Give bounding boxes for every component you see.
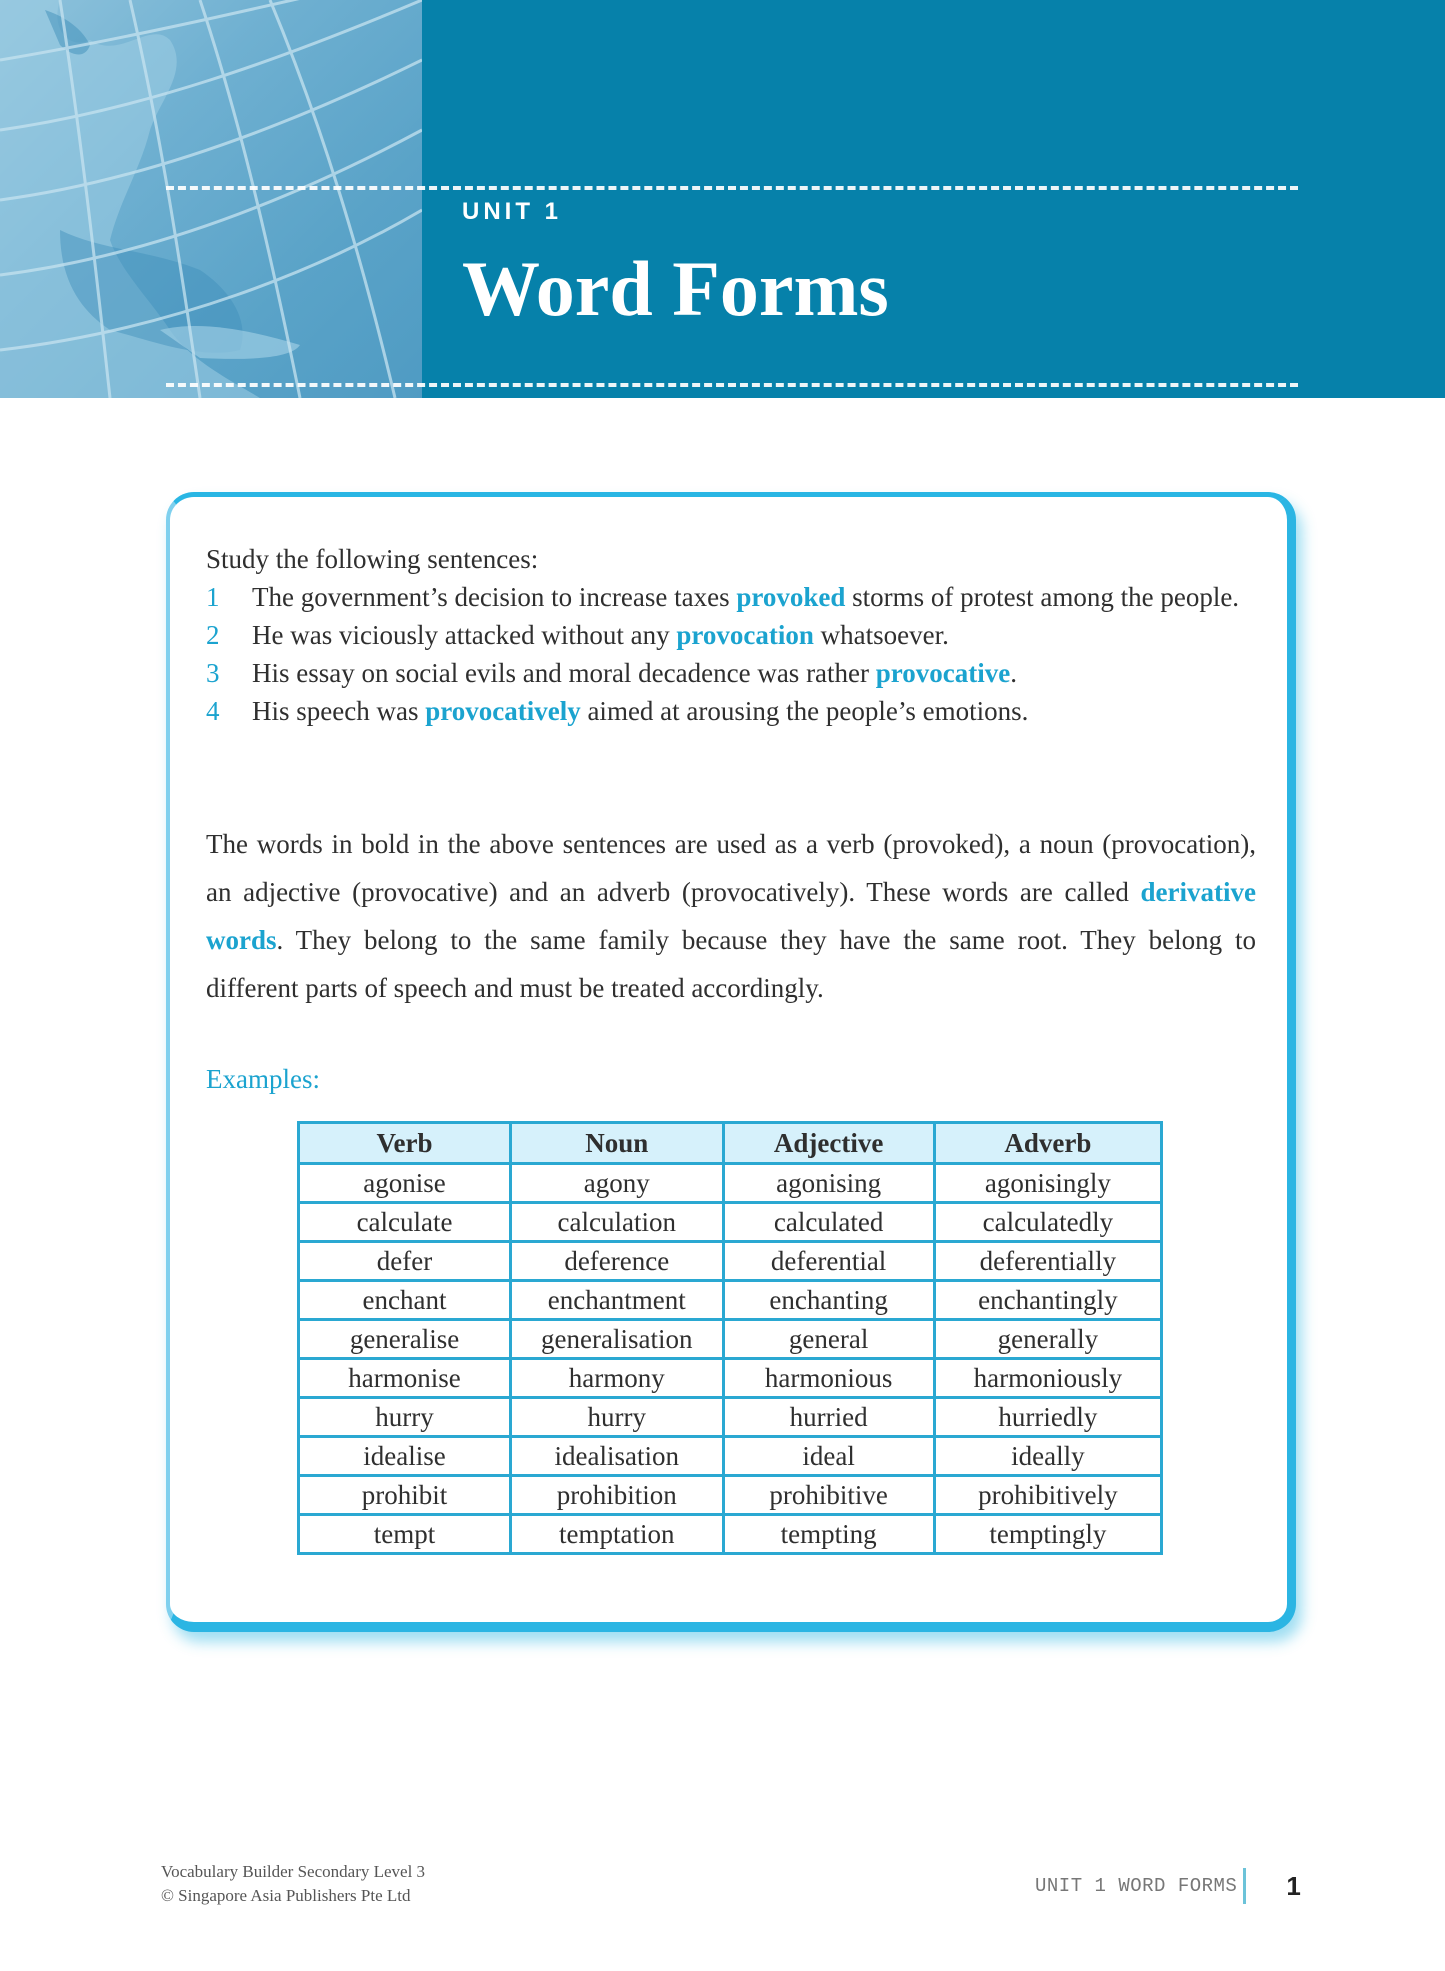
highlighted-term: derivative words [206, 877, 1256, 955]
highlighted-word: provocative [875, 658, 1011, 688]
cell-adverb: ideally [934, 1437, 1161, 1476]
unit-header-banner [0, 0, 1445, 398]
cell-noun: idealisation [511, 1437, 723, 1476]
page-number: 1 [1286, 1870, 1301, 1901]
header-dashed-rule-bottom [166, 383, 1298, 387]
cell-adjective: calculated [723, 1203, 934, 1242]
cell-adverb: enchantingly [934, 1281, 1161, 1320]
cell-adjective: general [723, 1320, 934, 1359]
sentence-number: 4 [206, 696, 220, 726]
sentence-item [206, 578, 1256, 616]
sentence-text: His essay on social evils and moral decadence was rather provocative. [252, 658, 1018, 688]
cell-adjective: harmonious [723, 1359, 934, 1398]
table-row [299, 1437, 1162, 1476]
cell-adjective: ideal [723, 1437, 934, 1476]
intro-text: Study the following sentences: [206, 544, 539, 574]
cell-noun: enchantment [511, 1281, 723, 1320]
cell-noun: harmony [511, 1359, 723, 1398]
unit-label: UNIT 1 [462, 198, 563, 225]
running-head-text: UNIT 1 WORD FORMS [1035, 1875, 1238, 1897]
highlighted-word: provocatively [425, 696, 581, 726]
table-row [299, 1320, 1162, 1359]
sentence-number: 3 [206, 658, 220, 688]
cell-verb: harmonise [299, 1359, 511, 1398]
highlighted-word: provoked [736, 582, 846, 612]
sentence-number: 1 [206, 582, 220, 612]
footer-running-head [1035, 1868, 1301, 1904]
table-row [299, 1398, 1162, 1437]
cell-verb: defer [299, 1242, 511, 1281]
cell-verb: prohibit [299, 1476, 511, 1515]
example-sentences-list [206, 578, 1256, 730]
cell-verb: tempt [299, 1515, 511, 1554]
cell-adjective: hurried [723, 1398, 934, 1437]
cell-verb: agonise [299, 1164, 511, 1203]
sentence-item [206, 616, 1256, 654]
footer-divider [1243, 1868, 1246, 1904]
cell-noun: temptation [511, 1515, 723, 1554]
cell-verb: hurry [299, 1398, 511, 1437]
cell-noun: generalisation [511, 1320, 723, 1359]
globe-map-icon [0, 0, 422, 398]
cell-verb: enchant [299, 1281, 511, 1320]
cell-adjective: tempting [723, 1515, 934, 1554]
cell-verb: generalise [299, 1320, 511, 1359]
sentence-item [206, 692, 1256, 730]
cell-noun: calculation [511, 1203, 723, 1242]
cell-adjective: deferential [723, 1242, 934, 1281]
cell-adverb: generally [934, 1320, 1161, 1359]
table-row [299, 1242, 1162, 1281]
cell-verb: calculate [299, 1203, 511, 1242]
header-dashed-rule-top [166, 186, 1298, 190]
page-title: Word Forms [462, 245, 889, 332]
column-header-noun: Noun [511, 1123, 723, 1164]
highlighted-word: provocation [676, 620, 814, 650]
table-row [299, 1164, 1162, 1203]
footer-publisher-info [161, 1860, 425, 1908]
sentence-item [206, 654, 1256, 692]
cell-adjective: agonising [723, 1164, 934, 1203]
table-row [299, 1203, 1162, 1242]
cell-noun: hurry [511, 1398, 723, 1437]
cell-noun: agony [511, 1164, 723, 1203]
copyright-notice: © Singapore Asia Publishers Pte Ltd [161, 1886, 411, 1905]
cell-adverb: hurriedly [934, 1398, 1161, 1437]
globe-illustration [0, 0, 422, 398]
explanation-paragraph: The words in bold in the above sentences are used as a verb (provoked), a noun (provocation), an adjective (provocative) and an adverb (provocatively). These words are called derivative words. They belong to the same family because they have the same root. They belong to different parts of speech and must be treated accordingly. [206, 829, 1256, 1003]
book-title: Vocabulary Builder Secondary Level 3 [161, 1862, 426, 1881]
cell-adverb: agonisingly [934, 1164, 1161, 1203]
table-row [299, 1515, 1162, 1554]
cell-adverb: calculatedly [934, 1203, 1161, 1242]
cell-adverb: prohibitively [934, 1476, 1161, 1515]
cell-verb: idealise [299, 1437, 511, 1476]
sentence-text: His speech was provocatively aimed at arousing the people’s emotions. [252, 696, 1029, 726]
column-header-adverb: Adverb [934, 1123, 1161, 1164]
sentence-text: The government’s decision to increase taxes provoked storms of protest among the people. [252, 582, 1240, 612]
cell-adjective: enchanting [723, 1281, 934, 1320]
column-header-verb: Verb [299, 1123, 511, 1164]
sentence-number: 2 [206, 620, 220, 650]
word-forms-table [297, 1121, 1163, 1555]
table-row [299, 1476, 1162, 1515]
cell-noun: prohibition [511, 1476, 723, 1515]
sentence-text: He was viciously attacked without any provocation whatsoever. [252, 620, 949, 650]
column-header-adjective: Adjective [723, 1123, 934, 1164]
examples-label: Examples: [206, 1064, 320, 1094]
table-row [299, 1281, 1162, 1320]
cell-noun: deference [511, 1242, 723, 1281]
cell-adverb: harmoniously [934, 1359, 1161, 1398]
table-header-row [299, 1123, 1162, 1164]
cell-adjective: prohibitive [723, 1476, 934, 1515]
cell-adverb: temptingly [934, 1515, 1161, 1554]
table-row [299, 1359, 1162, 1398]
cell-adverb: deferentially [934, 1242, 1161, 1281]
